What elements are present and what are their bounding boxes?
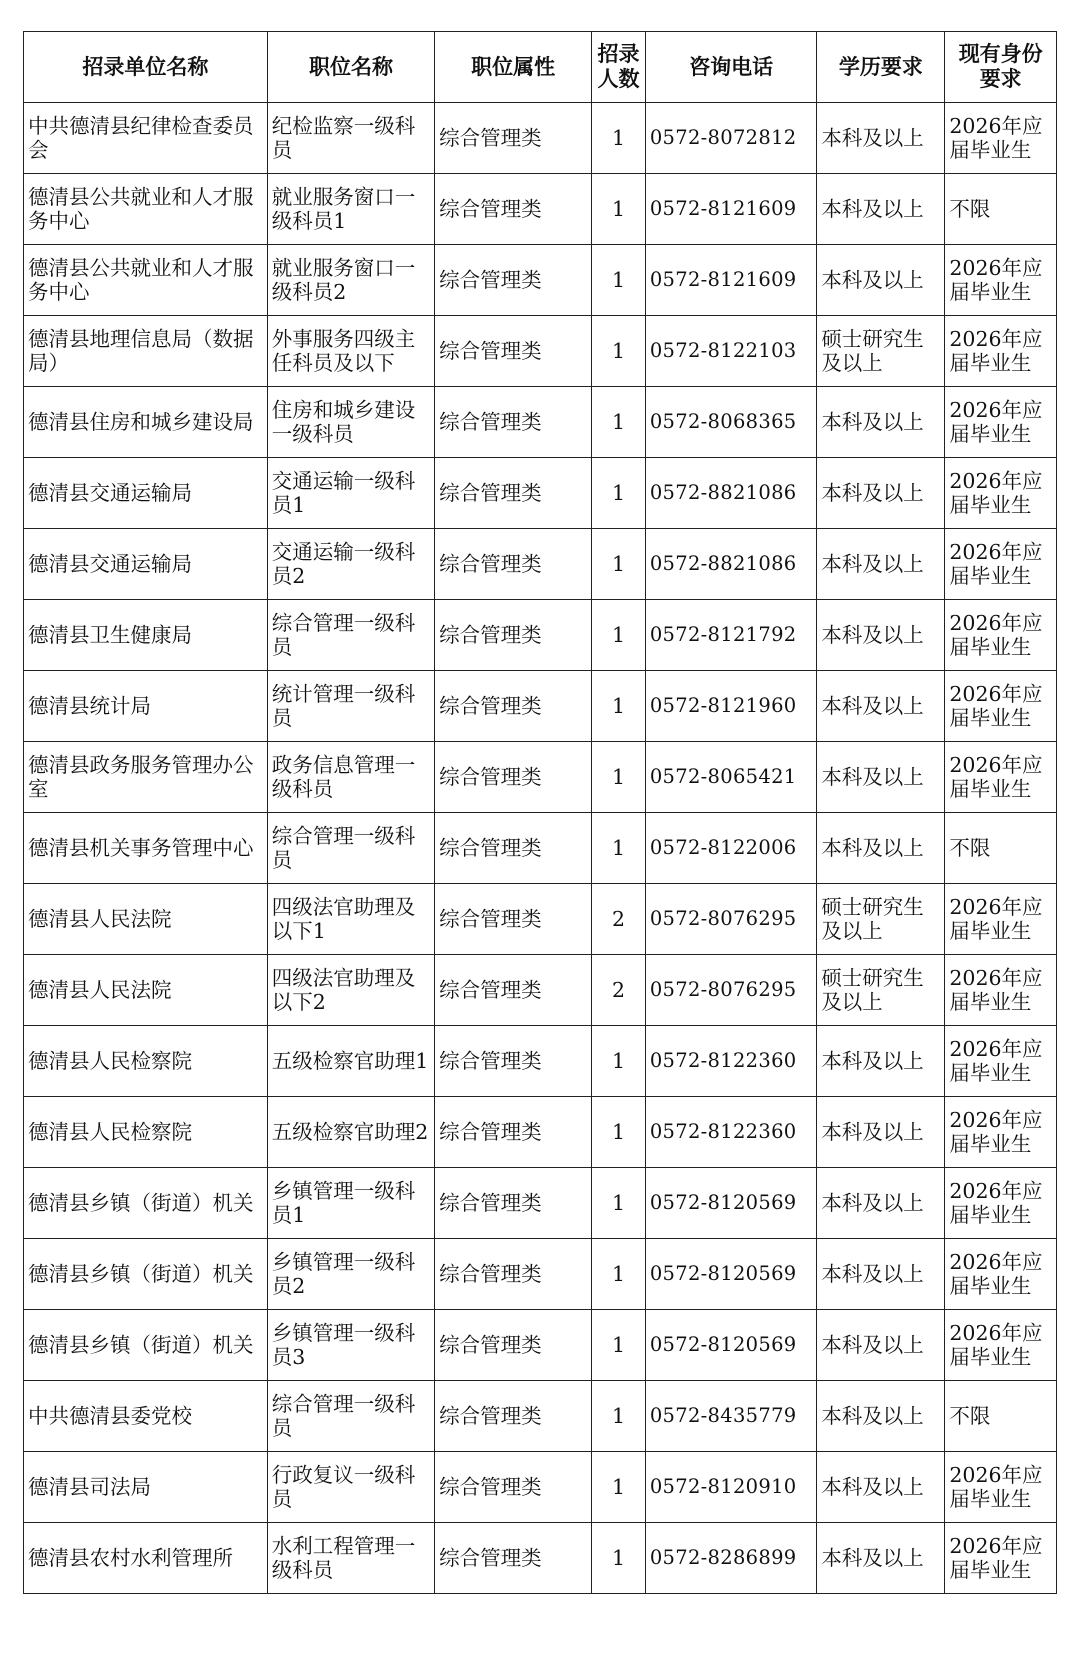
cell-recruit-count: 1 xyxy=(592,1168,646,1239)
cell-education-requirement: 硕士研究生及以上 xyxy=(817,884,945,955)
cell-identity-requirement: 2026年应届毕业生 xyxy=(945,600,1057,671)
cell-recruit-count: 1 xyxy=(592,813,646,884)
cell-recruit-count: 1 xyxy=(592,671,646,742)
cell-unit-name: 德清县地理信息局（数据局） xyxy=(24,316,268,387)
table-row xyxy=(24,316,1057,387)
cell-position-name: 乡镇管理一级科员2 xyxy=(267,1239,434,1310)
cell-position-name: 就业服务窗口一级科员1 xyxy=(267,174,434,245)
table-row xyxy=(24,1310,1057,1381)
cell-position-attribute: 综合管理类 xyxy=(435,1452,592,1523)
table-row xyxy=(24,387,1057,458)
header-education-requirement: 学历要求 xyxy=(817,32,945,103)
cell-position-attribute: 综合管理类 xyxy=(435,387,592,458)
cell-recruit-count: 1 xyxy=(592,458,646,529)
cell-unit-name: 德清县卫生健康局 xyxy=(24,600,268,671)
cell-education-requirement: 本科及以上 xyxy=(817,1026,945,1097)
cell-unit-name: 德清县住房和城乡建设局 xyxy=(24,387,268,458)
table-row xyxy=(24,600,1057,671)
cell-education-requirement: 本科及以上 xyxy=(817,1239,945,1310)
cell-position-attribute: 综合管理类 xyxy=(435,174,592,245)
cell-consult-phone: 0572-8435779 xyxy=(645,1381,816,1452)
table-row xyxy=(24,103,1057,174)
cell-position-attribute: 综合管理类 xyxy=(435,1310,592,1381)
cell-identity-requirement: 2026年应届毕业生 xyxy=(945,1168,1057,1239)
cell-identity-requirement: 2026年应届毕业生 xyxy=(945,245,1057,316)
cell-education-requirement: 本科及以上 xyxy=(817,1310,945,1381)
cell-position-attribute: 综合管理类 xyxy=(435,458,592,529)
cell-recruit-count: 1 xyxy=(592,387,646,458)
cell-consult-phone: 0572-8122360 xyxy=(645,1097,816,1168)
cell-position-name: 交通运输一级科员2 xyxy=(267,529,434,600)
cell-position-name: 外事服务四级主任科员及以下 xyxy=(267,316,434,387)
cell-consult-phone: 0572-8122006 xyxy=(645,813,816,884)
cell-recruit-count: 1 xyxy=(592,174,646,245)
cell-recruit-count: 1 xyxy=(592,316,646,387)
cell-education-requirement: 本科及以上 xyxy=(817,458,945,529)
cell-position-attribute: 综合管理类 xyxy=(435,1168,592,1239)
cell-consult-phone: 0572-8120569 xyxy=(645,1310,816,1381)
cell-unit-name: 德清县公共就业和人才服务中心 xyxy=(24,174,268,245)
cell-unit-name: 德清县人民检察院 xyxy=(24,1097,268,1168)
cell-position-attribute: 综合管理类 xyxy=(435,1523,592,1594)
cell-position-attribute: 综合管理类 xyxy=(435,884,592,955)
cell-education-requirement: 本科及以上 xyxy=(817,1381,945,1452)
cell-identity-requirement: 2026年应届毕业生 xyxy=(945,387,1057,458)
cell-unit-name: 德清县农村水利管理所 xyxy=(24,1523,268,1594)
cell-position-name: 纪检监察一级科员 xyxy=(267,103,434,174)
cell-unit-name: 德清县乡镇（街道）机关 xyxy=(24,1168,268,1239)
cell-position-name: 乡镇管理一级科员1 xyxy=(267,1168,434,1239)
cell-identity-requirement: 2026年应届毕业生 xyxy=(945,1523,1057,1594)
table-row xyxy=(24,813,1057,884)
cell-unit-name: 德清县机关事务管理中心 xyxy=(24,813,268,884)
cell-recruit-count: 1 xyxy=(592,1310,646,1381)
cell-education-requirement: 本科及以上 xyxy=(817,742,945,813)
cell-unit-name: 德清县公共就业和人才服务中心 xyxy=(24,245,268,316)
cell-consult-phone: 0572-8121609 xyxy=(645,245,816,316)
cell-consult-phone: 0572-8122103 xyxy=(645,316,816,387)
cell-education-requirement: 本科及以上 xyxy=(817,1523,945,1594)
cell-position-name: 综合管理一级科员 xyxy=(267,1381,434,1452)
cell-consult-phone: 0572-8821086 xyxy=(645,529,816,600)
cell-identity-requirement: 2026年应届毕业生 xyxy=(945,742,1057,813)
cell-position-name: 乡镇管理一级科员3 xyxy=(267,1310,434,1381)
cell-unit-name: 德清县人民法院 xyxy=(24,955,268,1026)
cell-education-requirement: 硕士研究生及以上 xyxy=(817,955,945,1026)
cell-consult-phone: 0572-8076295 xyxy=(645,955,816,1026)
table-row xyxy=(24,174,1057,245)
cell-recruit-count: 1 xyxy=(592,103,646,174)
cell-unit-name: 德清县交通运输局 xyxy=(24,458,268,529)
cell-education-requirement: 硕士研究生及以上 xyxy=(817,316,945,387)
cell-position-name: 四级法官助理及以下2 xyxy=(267,955,434,1026)
cell-education-requirement: 本科及以上 xyxy=(817,174,945,245)
cell-unit-name: 德清县统计局 xyxy=(24,671,268,742)
cell-unit-name: 德清县人民法院 xyxy=(24,884,268,955)
cell-identity-requirement: 2026年应届毕业生 xyxy=(945,458,1057,529)
cell-identity-requirement: 2026年应届毕业生 xyxy=(945,1097,1057,1168)
cell-position-name: 行政复议一级科员 xyxy=(267,1452,434,1523)
cell-consult-phone: 0572-8068365 xyxy=(645,387,816,458)
cell-position-name: 统计管理一级科员 xyxy=(267,671,434,742)
table-row xyxy=(24,884,1057,955)
cell-recruit-count: 1 xyxy=(592,1381,646,1452)
cell-education-requirement: 本科及以上 xyxy=(817,671,945,742)
recruitment-table-container xyxy=(23,31,1057,1594)
cell-position-attribute: 综合管理类 xyxy=(435,813,592,884)
cell-education-requirement: 本科及以上 xyxy=(817,1452,945,1523)
cell-recruit-count: 1 xyxy=(592,1026,646,1097)
cell-unit-name: 德清县人民检察院 xyxy=(24,1026,268,1097)
cell-position-attribute: 综合管理类 xyxy=(435,955,592,1026)
cell-position-name: 政务信息管理一级科员 xyxy=(267,742,434,813)
cell-education-requirement: 本科及以上 xyxy=(817,813,945,884)
cell-unit-name: 中共德清县纪律检查委员会 xyxy=(24,103,268,174)
table-header xyxy=(24,32,1057,103)
table-body xyxy=(24,103,1057,1594)
cell-identity-requirement: 2026年应届毕业生 xyxy=(945,1026,1057,1097)
cell-unit-name: 德清县政务服务管理办公室 xyxy=(24,742,268,813)
cell-consult-phone: 0572-8065421 xyxy=(645,742,816,813)
cell-identity-requirement: 2026年应届毕业生 xyxy=(945,103,1057,174)
cell-consult-phone: 0572-8121792 xyxy=(645,600,816,671)
cell-position-name: 就业服务窗口一级科员2 xyxy=(267,245,434,316)
header-position-name: 职位名称 xyxy=(267,32,434,103)
cell-education-requirement: 本科及以上 xyxy=(817,529,945,600)
cell-consult-phone: 0572-8120569 xyxy=(645,1168,816,1239)
cell-recruit-count: 2 xyxy=(592,955,646,1026)
table-row xyxy=(24,245,1057,316)
cell-education-requirement: 本科及以上 xyxy=(817,1168,945,1239)
cell-identity-requirement: 2026年应届毕业生 xyxy=(945,955,1057,1026)
cell-position-name: 五级检察官助理1 xyxy=(267,1026,434,1097)
table-row xyxy=(24,742,1057,813)
cell-identity-requirement: 2026年应届毕业生 xyxy=(945,884,1057,955)
cell-position-attribute: 综合管理类 xyxy=(435,103,592,174)
cell-position-name: 住房和城乡建设一级科员 xyxy=(267,387,434,458)
table-row xyxy=(24,1097,1057,1168)
cell-position-attribute: 综合管理类 xyxy=(435,671,592,742)
cell-recruit-count: 1 xyxy=(592,600,646,671)
cell-position-attribute: 综合管理类 xyxy=(435,529,592,600)
cell-position-attribute: 综合管理类 xyxy=(435,1381,592,1452)
table-row xyxy=(24,1168,1057,1239)
cell-position-attribute: 综合管理类 xyxy=(435,600,592,671)
table-row xyxy=(24,1026,1057,1097)
cell-consult-phone: 0572-8076295 xyxy=(645,884,816,955)
cell-position-name: 交通运输一级科员1 xyxy=(267,458,434,529)
cell-unit-name: 中共德清县委党校 xyxy=(24,1381,268,1452)
cell-education-requirement: 本科及以上 xyxy=(817,245,945,316)
cell-recruit-count: 2 xyxy=(592,884,646,955)
table-row xyxy=(24,1452,1057,1523)
cell-recruit-count: 1 xyxy=(592,1523,646,1594)
cell-position-name: 综合管理一级科员 xyxy=(267,600,434,671)
header-identity-requirement: 现有身份要求 xyxy=(945,32,1057,103)
cell-recruit-count: 1 xyxy=(592,1097,646,1168)
cell-education-requirement: 本科及以上 xyxy=(817,387,945,458)
table-row xyxy=(24,529,1057,600)
cell-identity-requirement: 2026年应届毕业生 xyxy=(945,1239,1057,1310)
cell-position-name: 综合管理一级科员 xyxy=(267,813,434,884)
cell-position-attribute: 综合管理类 xyxy=(435,316,592,387)
cell-education-requirement: 本科及以上 xyxy=(817,600,945,671)
cell-position-attribute: 综合管理类 xyxy=(435,1097,592,1168)
cell-unit-name: 德清县乡镇（街道）机关 xyxy=(24,1310,268,1381)
cell-position-name: 五级检察官助理2 xyxy=(267,1097,434,1168)
recruitment-table xyxy=(23,31,1057,1594)
cell-consult-phone: 0572-8121609 xyxy=(645,174,816,245)
table-row xyxy=(24,671,1057,742)
cell-position-attribute: 综合管理类 xyxy=(435,1026,592,1097)
cell-education-requirement: 本科及以上 xyxy=(817,103,945,174)
header-row xyxy=(24,32,1057,103)
header-position-attribute: 职位属性 xyxy=(435,32,592,103)
cell-identity-requirement: 不限 xyxy=(945,1381,1057,1452)
cell-position-attribute: 综合管理类 xyxy=(435,1239,592,1310)
table-row xyxy=(24,458,1057,529)
cell-identity-requirement: 2026年应届毕业生 xyxy=(945,1452,1057,1523)
header-consult-phone: 咨询电话 xyxy=(645,32,816,103)
cell-identity-requirement: 不限 xyxy=(945,813,1057,884)
cell-identity-requirement: 不限 xyxy=(945,174,1057,245)
cell-recruit-count: 1 xyxy=(592,245,646,316)
cell-position-name: 水利工程管理一级科员 xyxy=(267,1523,434,1594)
cell-identity-requirement: 2026年应届毕业生 xyxy=(945,1310,1057,1381)
cell-recruit-count: 1 xyxy=(592,529,646,600)
table-row xyxy=(24,1523,1057,1594)
cell-unit-name: 德清县交通运输局 xyxy=(24,529,268,600)
cell-consult-phone: 0572-8120569 xyxy=(645,1239,816,1310)
cell-recruit-count: 1 xyxy=(592,1452,646,1523)
cell-identity-requirement: 2026年应届毕业生 xyxy=(945,316,1057,387)
table-row xyxy=(24,955,1057,1026)
table-row xyxy=(24,1239,1057,1310)
table-row xyxy=(24,1381,1057,1452)
cell-identity-requirement: 2026年应届毕业生 xyxy=(945,529,1057,600)
cell-identity-requirement: 2026年应届毕业生 xyxy=(945,671,1057,742)
cell-unit-name: 德清县乡镇（街道）机关 xyxy=(24,1239,268,1310)
header-unit-name: 招录单位名称 xyxy=(24,32,268,103)
cell-consult-phone: 0572-8821086 xyxy=(645,458,816,529)
cell-consult-phone: 0572-8121960 xyxy=(645,671,816,742)
cell-position-name: 四级法官助理及以下1 xyxy=(267,884,434,955)
cell-education-requirement: 本科及以上 xyxy=(817,1097,945,1168)
cell-unit-name: 德清县司法局 xyxy=(24,1452,268,1523)
header-recruit-count: 招录人数 xyxy=(592,32,646,103)
cell-position-attribute: 综合管理类 xyxy=(435,742,592,813)
cell-consult-phone: 0572-8072812 xyxy=(645,103,816,174)
cell-recruit-count: 1 xyxy=(592,742,646,813)
cell-position-attribute: 综合管理类 xyxy=(435,245,592,316)
cell-recruit-count: 1 xyxy=(592,1239,646,1310)
cell-consult-phone: 0572-8120910 xyxy=(645,1452,816,1523)
cell-consult-phone: 0572-8286899 xyxy=(645,1523,816,1594)
cell-consult-phone: 0572-8122360 xyxy=(645,1026,816,1097)
